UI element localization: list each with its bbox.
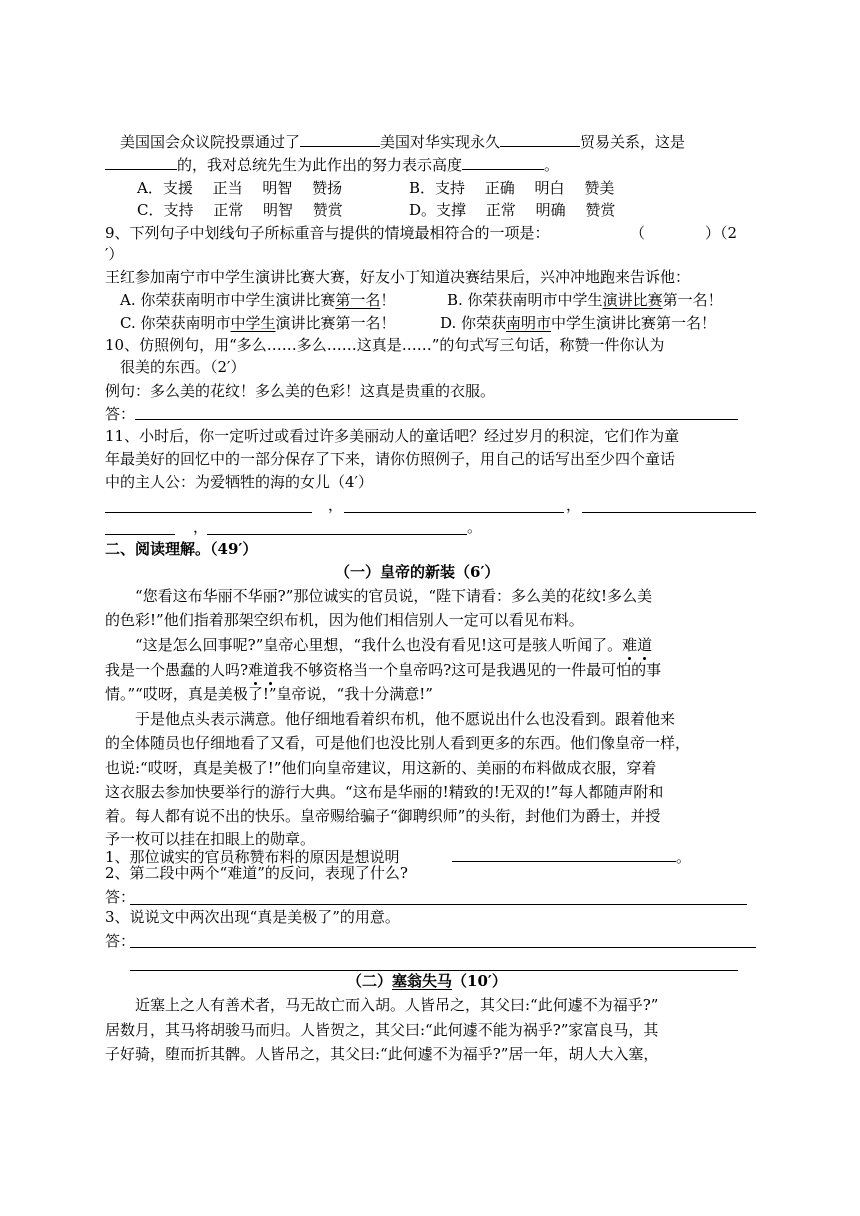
q11-comma-3: ，	[193, 518, 209, 536]
nandao-1-char2: 道	[637, 636, 653, 654]
q9-paren: （ ）（2	[630, 224, 738, 242]
nandao-2-char2: 道	[263, 661, 279, 679]
q11-line2: 年最美好的回忆中的一部分保存了下来，请你仿照例子，用自己的话写出至少四个童话	[105, 450, 676, 468]
passage1-q1: 1、那位诚实的官员称赞布料的原因是想说明	[105, 848, 400, 866]
passage1-q3-answer-line1[interactable]	[130, 947, 756, 948]
passage1-p1a: “您看这布华丽不华丽?”那位诚实的官员说，“陛下请看：多么美的花纹!多么美	[135, 587, 653, 605]
passage1-q3: 3、说说文中两次出现“真是美极了”的用意。	[105, 908, 400, 926]
q11-line3: 中的主人公：为爱牺牲的海的女儿（4′）	[105, 473, 373, 491]
nandao-1-char1: 难	[622, 636, 638, 654]
q11-blank-1[interactable]	[105, 512, 312, 513]
passage1-p2c: 情。”“哎呀，真是美极了!”皇帝说，“我十分满意!”	[105, 685, 433, 703]
passage2-line3: 子好骑，堕而折其髀。人皆吊之，其父曰:“此何遽不为福乎?”居一年，胡人大入塞，	[105, 1045, 659, 1063]
q9-stem: 9、下列句子中划线句子所标重音与提供的情境最相符合的一项是：	[105, 224, 550, 242]
q10-answer-label: 答：	[105, 405, 136, 423]
passage1-p3d: 这衣服去参加快要举行的游行大典。“这布是华丽的!精致的!无双的!”每人都随声附和	[105, 783, 664, 801]
q9-option-b: B. 你荣获南明市中学生演讲比赛第一名！	[447, 291, 723, 309]
passage1-q2: 2、第二段中两个“难道”的反问，表现了什么?	[105, 864, 408, 882]
q10-example: 例句：多么美的花纹！多么美的色彩！这真是贵重的衣服。	[105, 382, 496, 400]
q8-blank-1[interactable]	[300, 131, 380, 147]
q8-option-a: A．支援 正当 明智 赞扬	[137, 179, 343, 197]
q11-blank-2[interactable]	[344, 512, 564, 513]
passage1-p3b: 的全体随员也仔细地看了又看，可是他们也没比别人看到更多的东西。他们像皇帝一样，	[105, 734, 691, 752]
q9-option-a: A. 你荣获南明市中学生演讲比赛第一名！	[120, 291, 396, 309]
q8-option-c: C．支持 正常 明智 赞赏	[137, 201, 343, 219]
passage2-line1: 近塞上之人有善术者，马无故亡而入胡。人皆吊之，其父曰:“此何遽不为福乎?”	[135, 996, 659, 1014]
q9-score-tail: ′）	[105, 245, 124, 263]
q8-option-d: D。支撑 正常 明确 赞赏	[409, 201, 616, 219]
q11-comma-1: ，	[328, 496, 344, 514]
q11-blank-3[interactable]	[582, 512, 756, 513]
passage2-line2: 居数月，其马将胡骏马而归。人皆贺之，其父曰:“此何遽不能为祸乎?”家富良马，其	[105, 1021, 659, 1039]
passage1-q1-end: 。	[676, 848, 692, 866]
q8-blank-3[interactable]	[105, 154, 177, 170]
q9-context: 王红参加南宁市中学生演讲比赛大赛，好友小丁知道决赛结果后，兴冲冲地跑来告诉他：	[105, 268, 691, 286]
q10-answer-line[interactable]	[135, 419, 738, 420]
q10-stem-line1: 10、仿照例句，用“多么……多么……这真是……”的句式写三句话，称赞一件你认为	[105, 336, 665, 354]
passage1-p3e: 着。每人都有说不出的快乐。皇帝赐给骗子“御聘织师”的头衔，封他们为爵士，并授	[105, 807, 661, 825]
passage1-q3-answer-label: 答：	[105, 932, 136, 950]
q9-option-c: C. 你荣获南明市中学生演讲比赛第一名！	[120, 314, 396, 332]
q8-blank-2[interactable]	[500, 131, 580, 147]
q9-option-d: D. 你荣获南明市中学生演讲比赛第一名！	[440, 314, 717, 332]
q8-blank-4[interactable]	[462, 154, 544, 170]
passage2-title: （二）塞翁失马（10′）	[347, 972, 507, 990]
passage1-q2-answer-line[interactable]	[130, 904, 747, 905]
q8-stem-line2: 的，我对总统先生为此作出的努力表示高度 。	[105, 154, 559, 176]
passage1-title: （一）皇帝的新装（6′）	[335, 563, 500, 581]
passage1-p1b: 的色彩!”他们指着那架空织布机，因为他们相信别人一定可以看见布料。	[105, 611, 584, 629]
section2-title: 二、阅读理解。（49′）	[105, 540, 258, 558]
passage1-q1-blank[interactable]	[452, 861, 676, 862]
q11-blank-5[interactable]	[207, 534, 467, 535]
q10-stem-line2: 很美的东西。（2′）	[120, 358, 246, 376]
passage1-p3a: 于是他点头表示满意。他仔细地看着织布机，他不愿说出什么也没看到。跟着他来	[135, 710, 676, 728]
passage1-p3c: 也说:“哎呀，真是美极了!”他们向皇帝建议，用这新的、美丽的布料做成衣服，穿着	[105, 759, 657, 777]
passage1-p2a: “这是怎么回事呢?”皇帝心里想，“我什么也没有看见!这可是骇人听闻了。难道	[135, 636, 653, 654]
passage1-q2-answer-label: 答：	[105, 888, 136, 906]
nandao-2-char1: 难	[248, 661, 264, 679]
q11-blank-4[interactable]	[105, 534, 175, 535]
q8-option-b: B．支持 正确 明白 赞美	[409, 179, 615, 197]
passage1-p3f: 予一枚可以挂在扣眼上的勋章。	[105, 830, 316, 848]
passage1-p2b: 我是一个愚蠢的人吗?难道我不够资格当一个皇帝吗?这可是我遇见的一件最可怕的事	[105, 661, 662, 679]
q11-comma-2: ，	[566, 496, 582, 514]
q11-period: 。	[467, 518, 483, 536]
q11-line1: 11、小时后，你一定听过或看过许多美丽动人的童话吧？经过岁月的积淀，它们作为童	[105, 427, 680, 445]
q8-stem-line1: 美国国会众议院投票通过了 美国对华实现永久 贸易关系，这是	[120, 133, 686, 151]
